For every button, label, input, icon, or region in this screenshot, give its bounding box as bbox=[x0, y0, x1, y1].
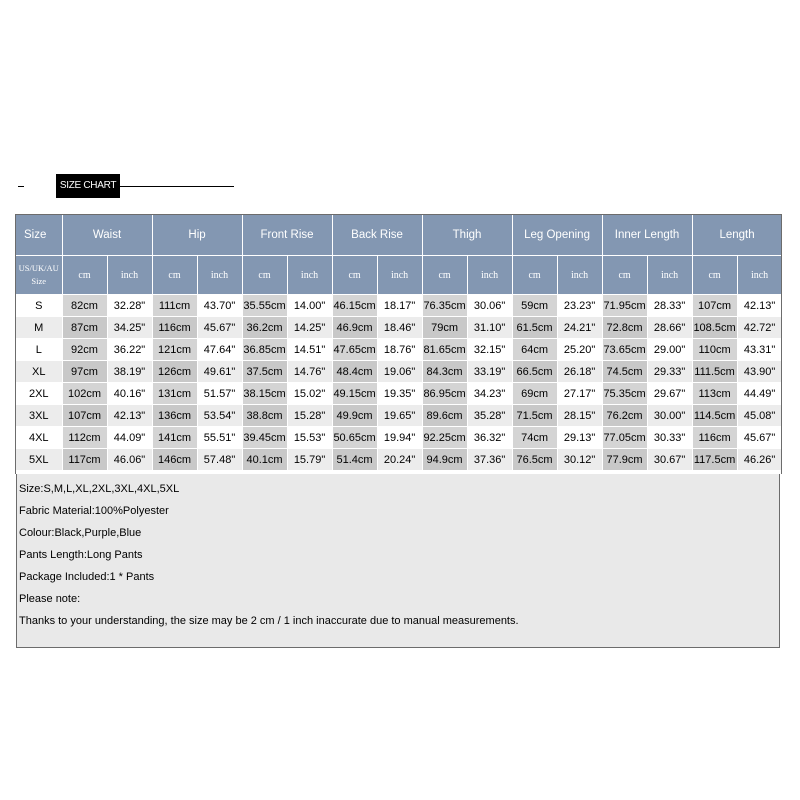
cm-value-cell: 77.9cm bbox=[602, 449, 647, 471]
cm-value-cell: 51.4cm bbox=[332, 449, 377, 471]
cm-value-cell: 111.5cm bbox=[692, 361, 737, 383]
title-divider-line bbox=[106, 186, 234, 187]
cm-value-cell: 113cm bbox=[692, 383, 737, 405]
cm-value-cell: 107cm bbox=[62, 405, 107, 427]
unit-cm-header: cm bbox=[422, 256, 467, 295]
unit-cm-header: cm bbox=[602, 256, 647, 295]
cm-value-cell: 117.5cm bbox=[692, 449, 737, 471]
table-row bbox=[16, 361, 782, 383]
cm-value-cell: 108.5cm bbox=[692, 317, 737, 339]
inch-value-cell: 46.26" bbox=[737, 449, 782, 471]
inch-value-cell: 32.15" bbox=[467, 339, 512, 361]
size-cell: 5XL bbox=[16, 449, 62, 471]
cm-value-cell: 117cm bbox=[62, 449, 107, 471]
unit-inch-header: inch bbox=[737, 256, 782, 295]
cm-value-cell: 59cm bbox=[512, 295, 557, 317]
cm-value-cell: 73.65cm bbox=[602, 339, 647, 361]
cm-value-cell: 121cm bbox=[152, 339, 197, 361]
column-header-inner-length: Inner Length bbox=[602, 215, 692, 256]
table-row bbox=[16, 383, 782, 405]
cm-value-cell: 84.3cm bbox=[422, 361, 467, 383]
cm-value-cell: 37.5cm bbox=[242, 361, 287, 383]
size-chart-title-bar bbox=[16, 174, 246, 198]
inch-value-cell: 42.13" bbox=[737, 295, 782, 317]
cm-value-cell: 126cm bbox=[152, 361, 197, 383]
cm-value-cell: 76.5cm bbox=[512, 449, 557, 471]
unit-cm-header: cm bbox=[692, 256, 737, 295]
unit-cm-header: cm bbox=[242, 256, 287, 295]
cm-value-cell: 35.55cm bbox=[242, 295, 287, 317]
cm-value-cell: 66.5cm bbox=[512, 361, 557, 383]
cm-value-cell: 75.35cm bbox=[602, 383, 647, 405]
inch-value-cell: 19.94" bbox=[377, 427, 422, 449]
inch-value-cell: 49.61" bbox=[197, 361, 242, 383]
size-cell: 4XL bbox=[16, 427, 62, 449]
cm-value-cell: 71.5cm bbox=[512, 405, 557, 427]
inch-value-cell: 15.02" bbox=[287, 383, 332, 405]
cm-value-cell: 46.9cm bbox=[332, 317, 377, 339]
cm-value-cell: 114.5cm bbox=[692, 405, 737, 427]
inch-value-cell: 27.17" bbox=[557, 383, 602, 405]
inch-value-cell: 44.09" bbox=[107, 427, 152, 449]
inch-value-cell: 30.06" bbox=[467, 295, 512, 317]
cm-value-cell: 46.15cm bbox=[332, 295, 377, 317]
inch-value-cell: 18.46" bbox=[377, 317, 422, 339]
cm-value-cell: 74.5cm bbox=[602, 361, 647, 383]
note-line: Thanks to your understanding, the size may be 2 cm / 1 inch inaccurate due to manual measurements. bbox=[19, 615, 519, 627]
cm-value-cell: 82cm bbox=[62, 295, 107, 317]
unit-inch-header: inch bbox=[647, 256, 692, 295]
size-system-label-2: Size bbox=[31, 276, 47, 286]
unit-row bbox=[16, 256, 782, 295]
inch-value-cell: 29.67" bbox=[647, 383, 692, 405]
size-cell: 2XL bbox=[16, 383, 62, 405]
size-column-header: Size bbox=[16, 215, 62, 256]
cm-value-cell: 36.85cm bbox=[242, 339, 287, 361]
cm-value-cell: 111cm bbox=[152, 295, 197, 317]
size-cell: M bbox=[16, 317, 62, 339]
inch-value-cell: 43.31" bbox=[737, 339, 782, 361]
cm-value-cell: 38.8cm bbox=[242, 405, 287, 427]
cm-value-cell: 69cm bbox=[512, 383, 557, 405]
inch-value-cell: 57.48" bbox=[197, 449, 242, 471]
title-dash bbox=[18, 186, 24, 187]
note-line: Size:S,M,L,XL,2XL,3XL,4XL,5XL bbox=[19, 483, 180, 495]
unit-inch-header: inch bbox=[197, 256, 242, 295]
table-row bbox=[16, 449, 782, 471]
inch-value-cell: 42.13" bbox=[107, 405, 152, 427]
size-system-label: US/UK/AU bbox=[18, 263, 59, 273]
note-line: Fabric Material:100%Polyester bbox=[19, 505, 169, 517]
cm-value-cell: 64cm bbox=[512, 339, 557, 361]
inch-value-cell: 14.51" bbox=[287, 339, 332, 361]
unit-inch-header: inch bbox=[467, 256, 512, 295]
inch-value-cell: 15.79" bbox=[287, 449, 332, 471]
cm-value-cell: 76.2cm bbox=[602, 405, 647, 427]
size-chart-table bbox=[16, 215, 783, 471]
inch-value-cell: 20.24" bbox=[377, 449, 422, 471]
inch-value-cell: 43.70" bbox=[197, 295, 242, 317]
column-header-leg-opening: Leg Opening bbox=[512, 215, 602, 256]
cm-value-cell: 131cm bbox=[152, 383, 197, 405]
inch-value-cell: 43.90" bbox=[737, 361, 782, 383]
cm-value-cell: 94.9cm bbox=[422, 449, 467, 471]
inch-value-cell: 14.00" bbox=[287, 295, 332, 317]
column-header-length: Length bbox=[692, 215, 782, 256]
inch-value-cell: 14.25" bbox=[287, 317, 332, 339]
note-line: Pants Length:Long Pants bbox=[19, 549, 143, 561]
cm-value-cell: 49.15cm bbox=[332, 383, 377, 405]
note-line: Please note: bbox=[19, 593, 81, 605]
inch-value-cell: 26.18" bbox=[557, 361, 602, 383]
cm-value-cell: 40.1cm bbox=[242, 449, 287, 471]
inch-value-cell: 34.25" bbox=[107, 317, 152, 339]
cm-value-cell: 39.45cm bbox=[242, 427, 287, 449]
inch-value-cell: 42.72" bbox=[737, 317, 782, 339]
inch-value-cell: 33.19" bbox=[467, 361, 512, 383]
unit-inch-header: inch bbox=[557, 256, 602, 295]
column-header-thigh: Thigh bbox=[422, 215, 512, 256]
cm-value-cell: 87cm bbox=[62, 317, 107, 339]
table-row bbox=[16, 339, 782, 361]
cm-value-cell: 72.8cm bbox=[602, 317, 647, 339]
inch-value-cell: 15.53" bbox=[287, 427, 332, 449]
inch-value-cell: 53.54" bbox=[197, 405, 242, 427]
note-line: Package Included:1 * Pants bbox=[19, 571, 155, 583]
unit-inch-header: inch bbox=[287, 256, 332, 295]
inch-value-cell: 24.21" bbox=[557, 317, 602, 339]
inch-value-cell: 37.36" bbox=[467, 449, 512, 471]
cm-value-cell: 48.4cm bbox=[332, 361, 377, 383]
table-row bbox=[16, 427, 782, 449]
cm-value-cell: 92cm bbox=[62, 339, 107, 361]
inch-value-cell: 45.67" bbox=[737, 427, 782, 449]
cm-value-cell: 71.95cm bbox=[602, 295, 647, 317]
inch-value-cell: 28.33" bbox=[647, 295, 692, 317]
size-cell: XL bbox=[16, 361, 62, 383]
table-row bbox=[16, 405, 782, 427]
cm-value-cell: 47.65cm bbox=[332, 339, 377, 361]
inch-value-cell: 30.00" bbox=[647, 405, 692, 427]
cm-value-cell: 89.6cm bbox=[422, 405, 467, 427]
inch-value-cell: 14.76" bbox=[287, 361, 332, 383]
inch-value-cell: 30.33" bbox=[647, 427, 692, 449]
inch-value-cell: 38.19" bbox=[107, 361, 152, 383]
unit-cm-header: cm bbox=[152, 256, 197, 295]
inch-value-cell: 55.51" bbox=[197, 427, 242, 449]
inch-value-cell: 19.35" bbox=[377, 383, 422, 405]
column-header-waist: Waist bbox=[62, 215, 152, 256]
note-line: Colour:Black,Purple,Blue bbox=[19, 527, 142, 539]
column-header-front-rise: Front Rise bbox=[242, 215, 332, 256]
cm-value-cell: 74cm bbox=[512, 427, 557, 449]
inch-value-cell: 23.23" bbox=[557, 295, 602, 317]
size-cell: S bbox=[16, 295, 62, 317]
unit-cm-header: cm bbox=[512, 256, 557, 295]
inch-value-cell: 18.17" bbox=[377, 295, 422, 317]
size-cell: 3XL bbox=[16, 405, 62, 427]
cm-value-cell: 92.25cm bbox=[422, 427, 467, 449]
column-header-back-rise: Back Rise bbox=[332, 215, 422, 256]
cm-value-cell: 86.95cm bbox=[422, 383, 467, 405]
table-row bbox=[16, 317, 782, 339]
cm-value-cell: 141cm bbox=[152, 427, 197, 449]
inch-value-cell: 47.64" bbox=[197, 339, 242, 361]
cm-value-cell: 61.5cm bbox=[512, 317, 557, 339]
inch-value-cell: 35.28" bbox=[467, 405, 512, 427]
inch-value-cell: 29.13" bbox=[557, 427, 602, 449]
inch-value-cell: 15.28" bbox=[287, 405, 332, 427]
cm-value-cell: 50.65cm bbox=[332, 427, 377, 449]
inch-value-cell: 25.20" bbox=[557, 339, 602, 361]
cm-value-cell: 38.15cm bbox=[242, 383, 287, 405]
inch-value-cell: 18.76" bbox=[377, 339, 422, 361]
cm-value-cell: 110cm bbox=[692, 339, 737, 361]
unit-cm-header: cm bbox=[332, 256, 377, 295]
inch-value-cell: 29.00" bbox=[647, 339, 692, 361]
cm-value-cell: 116cm bbox=[692, 427, 737, 449]
cm-value-cell: 49.9cm bbox=[332, 405, 377, 427]
inch-value-cell: 28.66" bbox=[647, 317, 692, 339]
inch-value-cell: 45.67" bbox=[197, 317, 242, 339]
table-row bbox=[16, 295, 782, 317]
product-notes bbox=[16, 474, 780, 648]
cm-value-cell: 116cm bbox=[152, 317, 197, 339]
unit-cm-header: cm bbox=[62, 256, 107, 295]
unit-inch-header: inch bbox=[377, 256, 422, 295]
inch-value-cell: 34.23" bbox=[467, 383, 512, 405]
inch-value-cell: 30.12" bbox=[557, 449, 602, 471]
size-cell: L bbox=[16, 339, 62, 361]
size-chart-title: SIZE CHART bbox=[56, 174, 120, 198]
inch-value-cell: 32.28" bbox=[107, 295, 152, 317]
cm-value-cell: 97cm bbox=[62, 361, 107, 383]
cm-value-cell: 79cm bbox=[422, 317, 467, 339]
inch-value-cell: 44.49" bbox=[737, 383, 782, 405]
inch-value-cell: 45.08" bbox=[737, 405, 782, 427]
inch-value-cell: 29.33" bbox=[647, 361, 692, 383]
inch-value-cell: 36.22" bbox=[107, 339, 152, 361]
inch-value-cell: 36.32" bbox=[467, 427, 512, 449]
cm-value-cell: 77.05cm bbox=[602, 427, 647, 449]
inch-value-cell: 51.57" bbox=[197, 383, 242, 405]
cm-value-cell: 112cm bbox=[62, 427, 107, 449]
unit-inch-header: inch bbox=[107, 256, 152, 295]
cm-value-cell: 81.65cm bbox=[422, 339, 467, 361]
inch-value-cell: 31.10" bbox=[467, 317, 512, 339]
inch-value-cell: 19.65" bbox=[377, 405, 422, 427]
inch-value-cell: 19.06" bbox=[377, 361, 422, 383]
inch-value-cell: 28.15" bbox=[557, 405, 602, 427]
size-system-header bbox=[16, 256, 62, 295]
cm-value-cell: 136cm bbox=[152, 405, 197, 427]
column-header-hip: Hip bbox=[152, 215, 242, 256]
cm-value-cell: 146cm bbox=[152, 449, 197, 471]
header-row bbox=[16, 215, 782, 256]
cm-value-cell: 36.2cm bbox=[242, 317, 287, 339]
cm-value-cell: 102cm bbox=[62, 383, 107, 405]
cm-value-cell: 107cm bbox=[692, 295, 737, 317]
inch-value-cell: 40.16" bbox=[107, 383, 152, 405]
inch-value-cell: 46.06" bbox=[107, 449, 152, 471]
inch-value-cell: 30.67" bbox=[647, 449, 692, 471]
cm-value-cell: 76.35cm bbox=[422, 295, 467, 317]
